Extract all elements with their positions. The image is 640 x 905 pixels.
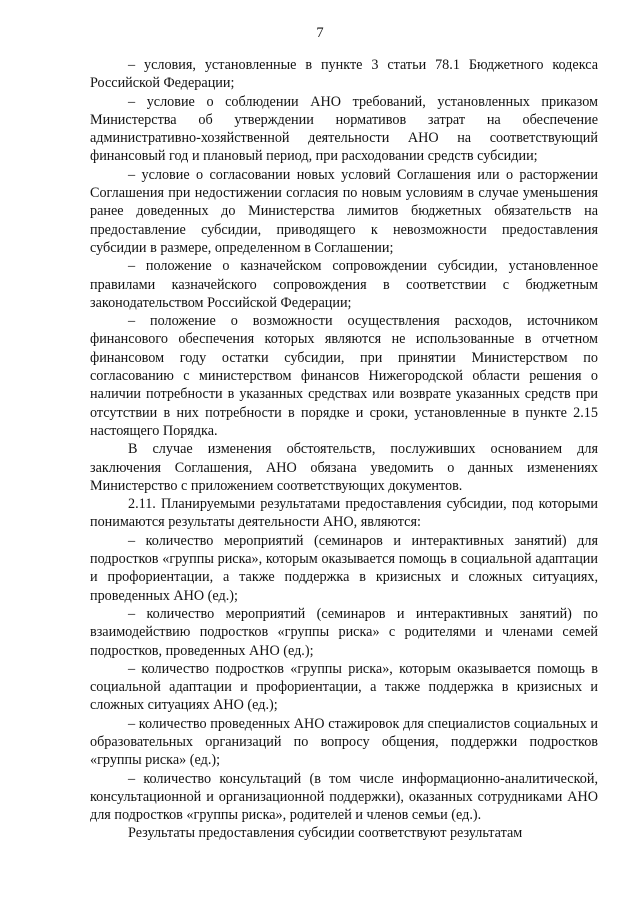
paragraph: В случае изменения обстоятельств, послуживших основанием для заключения Соглашения, АНО обязана уведомить о данных изменениях Министерство с приложением соответствующих документов. [90, 441, 598, 494]
page-number: 7 [316, 25, 324, 41]
paragraph: – количество подростков «группы риска», которым оказывается помощь в социальной адаптации и профориентации, а также поддержка в кризисных и сложных ситуациях АНО (ед.); [90, 660, 598, 714]
paragraph: – количество консультаций (в том числе информационно-аналитической, консультационной и организационной поддержки), оказанных сотрудниками АНО для подростков «группы риска», родителей и членов семьи (ед.). [90, 770, 598, 824]
paragraph: – количество мероприятий (семинаров и интерактивных занятий) для подростков «группы риска», которым оказывается помощь в социальной адаптации и профориентации, а также поддержка в кризисных и сложных ситуациях, проведенных АНО (ед.); [90, 532, 598, 604]
paragraph: – количество мероприятий (семинаров и интерактивных занятий) по взаимодействию подростков «группы риска» с родителями и членами семей подростков, проведенных АНО (ед.); [90, 605, 598, 659]
paragraph: 2.11. Планируемыми результатами предоставления субсидии, под которыми понимаются результаты деятельности АНО, являются: [90, 496, 598, 531]
paragraph: Результаты предоставления субсидии соответствуют результатам [128, 825, 523, 842]
paragraph: – количество проведенных АНО стажировок для специалистов социальных и образовательных организаций по вопросу общения, поддержки подростков «группы риска» (ед.); [90, 715, 598, 769]
paragraph: – условия, установленные в пункте 3 статьи 78.1 Бюджетного кодекса Российской Федерации; [90, 57, 598, 92]
paragraph: – условие о соблюдении АНО требований, установленных приказом Министерства об утверждении нормативов затрат на обеспечение административно-хозяйственной деятельности АНО на соответствующий финансовый год и плановый период, при расходовании средств субсидии; [90, 93, 598, 165]
paragraph: – условие о согласовании новых условий Соглашения или о расторжении Соглашения при недостижении согласия по новым условиям в случае уменьшения ранее доведенных до Министерства лимитов бюджетных обязательств на предоставление субсидии, приводящего к невозможности предоставления субсидии в размере, определенном в Соглашении; [90, 166, 598, 256]
paragraph: – положение о казначейском сопровождении субсидии, установленное правилами казначейского сопровождения в соответствии с бюджетным законодательством Российской Федерации; [90, 258, 598, 311]
document-body [90, 56, 598, 843]
paragraph: – положение о возможности осуществления расходов, источником финансового обеспечения которых являются не использованные в отчетном финансовом году остатки субсидии, при принятии Министерством по согласованию с министерством финансов Нижегородской области решения о наличии потребности в указанных средствах или возврате указанных средств при отсутствии в них потребности в порядке и сроки, установленные в пункте 2.15 настоящего Порядка. [90, 313, 598, 439]
